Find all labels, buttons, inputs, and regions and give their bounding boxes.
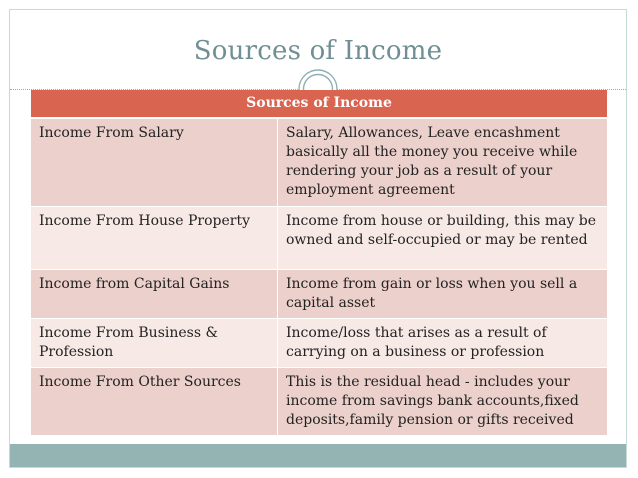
table-row — [31, 118, 607, 207]
table-row — [31, 207, 607, 270]
footer-bar — [10, 444, 626, 467]
slide-title: Sources of Income — [193, 36, 443, 66]
table-row — [31, 270, 607, 319]
income-source-cell: Income From Business & Profession — [31, 319, 278, 368]
income-description-cell: Salary, Allowances, Leave encashment basically all the money you receive while rendering your job as a result of your employment agreement — [278, 118, 608, 207]
income-source-cell: Income from Capital Gains — [31, 270, 278, 319]
table-header-row — [31, 90, 607, 118]
income-description-cell: This is the residual head - includes your income from savings bank accounts,fixed deposits,family pension or gifts received — [278, 368, 608, 436]
table-header: Sources of Income — [31, 90, 607, 118]
income-description-cell: Income from house or building, this may be owned and self-occupied or may be rented — [278, 207, 608, 270]
income-source-cell: Income From Other Sources — [31, 368, 278, 436]
table-row — [31, 319, 607, 368]
table-row — [31, 368, 607, 436]
income-description-cell: Income from gain or loss when you sell a capital asset — [278, 270, 608, 319]
income-table-container — [31, 90, 607, 436]
income-description-cell: Income/loss that arises as a result of carrying on a business or profession — [278, 319, 608, 368]
income-source-cell: Income From Salary — [31, 118, 278, 207]
income-source-cell: Income From House Property — [31, 207, 278, 270]
income-sources-table — [31, 90, 607, 436]
